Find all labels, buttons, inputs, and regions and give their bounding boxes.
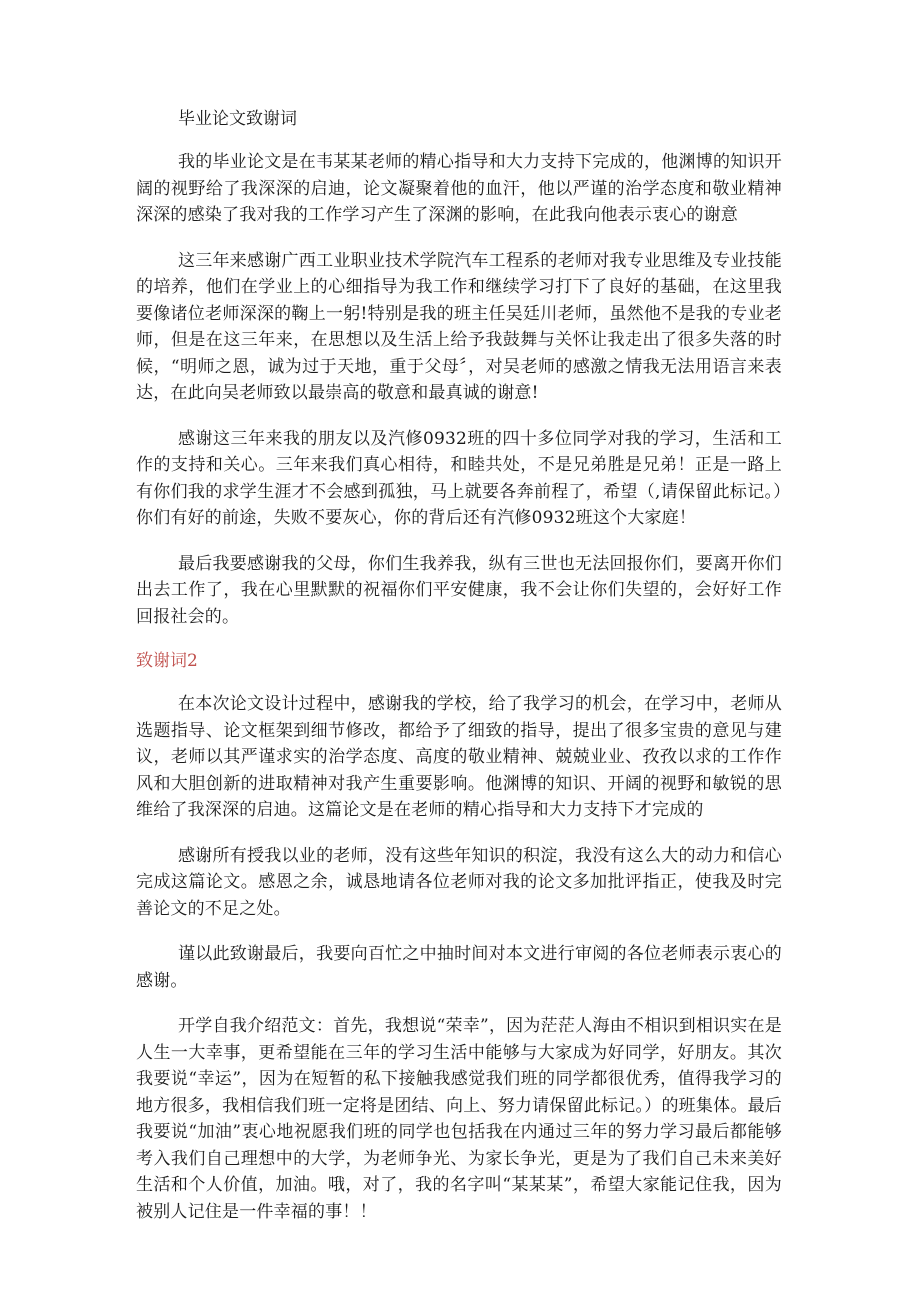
paragraph-5: 在本次论文设计过程中，感谢我的学校，给了我学习的机会，在学习中，老师从选题指导、论文框架到细节修改，都给予了细致的指导，提出了很多宝贵的意见与建议，老师以其严谨求实的治学态度、高度的敬业精神、兢兢业业、孜孜以求的工作作风和大胆创新的进取精神对我产生重要影响。他渊博的知识、开阔的视野和敏锐的思维给了我深深的启迪。这篇论文是在老师的精心指导和大力支持下才完成的	[136, 694, 782, 820]
document-page	[136, 107, 782, 1244]
paragraph-6: 感谢所有授我以业的老师，没有这些年知识的积淀，我没有这么大的动力和信心完成这篇论文。感恩之余，诚恳地请各位老师对我的论文多加批评指正，使我及时完善论文的不足之处。	[136, 845, 782, 919]
paragraph-1: 我的毕业论文是在韦某某老师的精心指导和大力支持下完成的，他渊博的知识开阔的视野给了我深深的启迪，论文凝聚着他的血汗，他以严谨的治学态度和敬业精神深深的感染了我对我的工作学习产生了深渊的影响，在此我向他表示衷心的谢意	[136, 152, 782, 225]
paragraph-4: 最后我要感谢我的父母，你们生我养我，纵有三世也无法回报你们，要离开你们出去工作了，我在心里默默的祝福你们平安健康，我不会让你们失望的，会好好工作回报社会的。	[136, 553, 782, 627]
paragraph-3: 感谢这三年来我的朋友以及汽修0932班的四十多位同学对我的学习，生活和工作的支持和关心。三年来我们真心相待，和睦共处，不是兄弟胜是兄弟！正是一路上有你们我的求学生涯才不会感到孤独，马上就要各奔前程了，希望（,请保留此标记。）你们有好的前途，失败不要灰心，你的背后还有汽修0932班这个大家庭！	[136, 428, 782, 528]
section-heading-2: 致谢词2	[136, 651, 198, 671]
paragraph-7: 谨以此致谢最后，我要向百忙之中抽时间对本文进行审阅的各位老师表示衷心的感谢。	[136, 944, 782, 991]
paragraph-2: 这三年来感谢广西工业职业技术学院汽车工程系的老师对我专业思维及专业技能的培养，他们在学业上的心细指导为我工作和继续学习打下了良好的基础，在这里我要像诸位老师深深的鞠上一躬!特别是我的班主任吴廷川老师，虽然他不是我的专业老师，但是在这三年来，在思想以及生活上给予我鼓舞与关怀让我走出了很多失落的时候，“明师之恩，诚为过于天地，重于父母〞，对吴老师的感激之情我无法用语言来表达，在此向吴老师致以最崇高的敬意和最真诚的谢意!	[136, 250, 782, 403]
document-title: 毕业论文致谢词	[178, 109, 297, 129]
paragraph-8: 开学自我介绍范文：首先，我想说“荣幸”，因为茫茫人海由不相识到相识实在是人生一大幸事，更希望能在三年的学习生活中能够与大家成为好同学，好朋友。其次我要说“幸运”，因为在短暂的私下接触我感觉我们班的同学都很优秀，值得我学习的地方很多，我相信我们班一定将是团结、向上、努力请保留此标记。）的班集体。最后我要说“加油”衷心地祝愿我们班的同学也包括我在内通过三年的努力学习最后都能够考入我们自己理想中的大学，为老师争光、为家长争光，更是为了我们自己未来美好生活和个人价值，加油。哦，对了，我的名字叫“某某某”，希望大家能记住我，因为被别人记住是一件幸福的事！！	[136, 1016, 782, 1222]
